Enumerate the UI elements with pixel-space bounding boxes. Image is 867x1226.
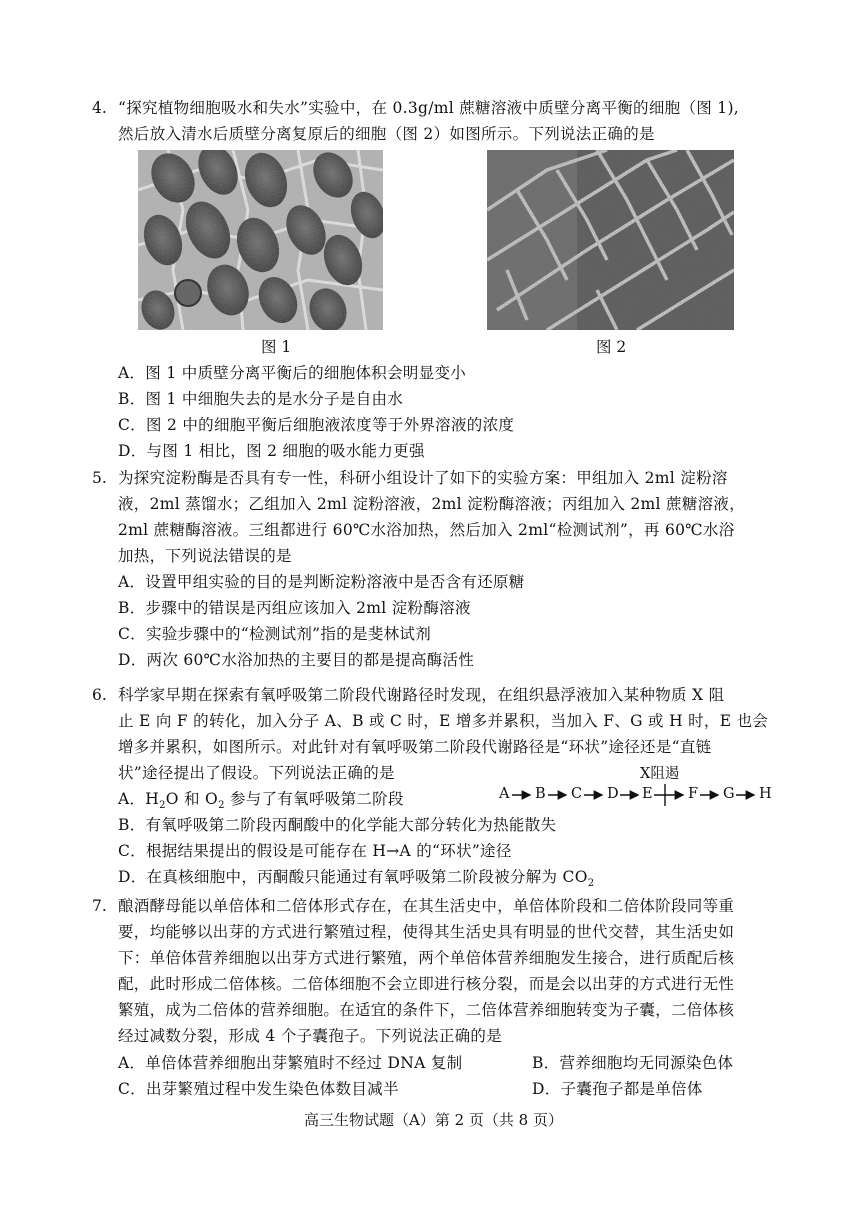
question-7-option-d: D．子囊孢子都是单倍体 <box>532 1080 703 1098</box>
question-7-option-a: A．单倍体营养细胞出芽繁殖时不经过 DNA 复制 <box>118 1054 463 1072</box>
pathway-node: C <box>571 786 583 802</box>
question-7-option-b: B．营养细胞均无同源染色体 <box>532 1054 734 1072</box>
question-5-line-4: 加热，下列说法错误的是 <box>118 547 292 565</box>
question-4-option-d: D．与图 1 相比，图 2 细胞的吸水能力更强 <box>118 442 425 460</box>
question-6-option-b: B．有氧呼吸第二阶段丙酮酸中的化学能大部分转化为热能散失 <box>118 816 557 834</box>
question-7-number: 7. <box>92 897 107 915</box>
pathway-node: F <box>688 786 699 802</box>
pathway-node: G <box>723 786 735 802</box>
question-4-option-c: C．图 2 中的细胞平衡后细胞液浓度等于外界溶液的浓度 <box>118 416 515 434</box>
question-5-option-c: C．实验步骤中的“检测试剂”指的是斐林试剂 <box>118 625 432 643</box>
question-7-line-3: 下：单倍体营养细胞以出芽方式进行繁殖，两个单倍体营养细胞发生接合，进行质配后核 <box>118 949 735 967</box>
question-6-option-a: A．$H_2O$ 和 $O_2$ 参与了有氧呼吸第二阶段 <box>118 790 404 812</box>
question-6-line-4: 状”途径提出了假设。下列说法正确的是 <box>118 764 395 782</box>
question-6-option-d: D．在真核细胞中，丙酮酸只能通过有氧呼吸第二阶段被分解为 $CO_2$ <box>118 868 595 890</box>
question-4-line-1: “探究植物细胞吸水和失水”实验中，在 0.3g/ml 蔗糖溶液中质壁分离平衡的细胞（图 1), <box>118 99 740 117</box>
pathway-node: A <box>499 786 510 802</box>
pathway-node: B <box>535 786 546 802</box>
figure-1-caption: 图 1 <box>261 338 292 356</box>
question-5-option-d: D．两次 60℃水浴加热的主要目的都是提高酶活性 <box>118 651 475 669</box>
pathway-node: D <box>607 786 619 802</box>
question-4-option-a: A．图 1 中质壁分离平衡后的细胞体积会明显变小 <box>118 364 467 382</box>
question-7-line-1: 酿酒酵母能以单倍体和二倍体形式存在，在其生活史中，单倍体阶段和二倍体阶段同等重 <box>118 897 735 915</box>
question-5-option-a: A．设置甲组实验的目的是判断淀粉溶液中是否含有还原糖 <box>118 573 525 591</box>
question-7-line-4: 配，此时形成二倍体核。二倍体细胞不会立即进行核分裂，而是会以出芽的方式进行无性 <box>118 975 735 993</box>
question-7-line-6: 经过减数分裂，形成 4 个子囊孢子。下列说法正确的是 <box>118 1027 503 1045</box>
question-5-number: 5. <box>92 469 107 487</box>
question-7-line-2: 要，均能够以出芽的方式进行繁殖过程，使得其生活史具有明显的世代交替，其生活史如 <box>118 923 735 941</box>
question-6-line-1: 科学家早期在探索有氧呼吸第二阶段代谢路径时发现，在组织悬浮液加入某种物质 X 阻 <box>118 686 725 704</box>
question-5-line-1: 为探究淀粉酶是否具有专一性，科研小组设计了如下的实验方案：甲组加入 2ml 淀粉溶 <box>118 469 728 487</box>
question-6-number: 6. <box>92 686 107 704</box>
question-6-line-3: 增多并累积，如图所示。对此针对有氧呼吸第二阶段代谢路径是“环状”途径还是“直链 <box>118 738 712 756</box>
question-4-line-2: 然后放入清水后质壁分离复原后的细胞（图 2）如图所示。下列说法正确的是 <box>118 125 655 143</box>
figure-1-plasmolysis-micrograph <box>138 150 383 330</box>
pathway-block-label: X阻遏 <box>640 766 680 782</box>
question-7-option-c: C．出芽繁殖过程中发生染色体数目减半 <box>118 1080 399 1098</box>
question-5-line-3: 2ml 蔗糖酶溶液。三组都进行 60℃水浴加热，然后加入 2ml“检测试剂”，再 60℃水浴 <box>118 521 735 539</box>
question-6-option-c: C．根据结果提出的假设是可能存在 H→A 的“环状”途径 <box>118 842 512 860</box>
figure-2-deplasmolysis-micrograph <box>487 150 734 330</box>
page-footer: 高三生物试题（A）第 2 页（共 8 页） <box>304 1111 563 1129</box>
figure-2-caption: 图 2 <box>596 338 627 356</box>
question-4-option-b: B．图 1 中细胞失去的是水分子是自由水 <box>118 390 404 408</box>
pathway-node: E <box>642 786 653 802</box>
question-7-line-5: 繁殖，成为二倍体的营养细胞。在适宜的条件下，二倍体营养细胞转变为子囊，二倍体核 <box>118 1001 735 1019</box>
question-6-line-2: 止 E 向 F 的转化，加入分子 A、B 或 C 时，E 增多并累积，当加入 F、G 或 H 时，E 也会 <box>118 712 769 730</box>
question-5-option-b: B．步骤中的错误是丙组应该加入 2ml 淀粉酶溶液 <box>118 599 471 617</box>
question-4-number: 4. <box>92 99 107 117</box>
question-5-line-2: 液，2ml 蒸馏水；乙组加入 2ml 淀粉溶液，2ml 淀粉酶溶液；丙组加入 2ml 蔗糖溶液， <box>118 495 746 513</box>
pathway-node: H <box>759 786 772 802</box>
pathway-diagram <box>497 784 787 806</box>
